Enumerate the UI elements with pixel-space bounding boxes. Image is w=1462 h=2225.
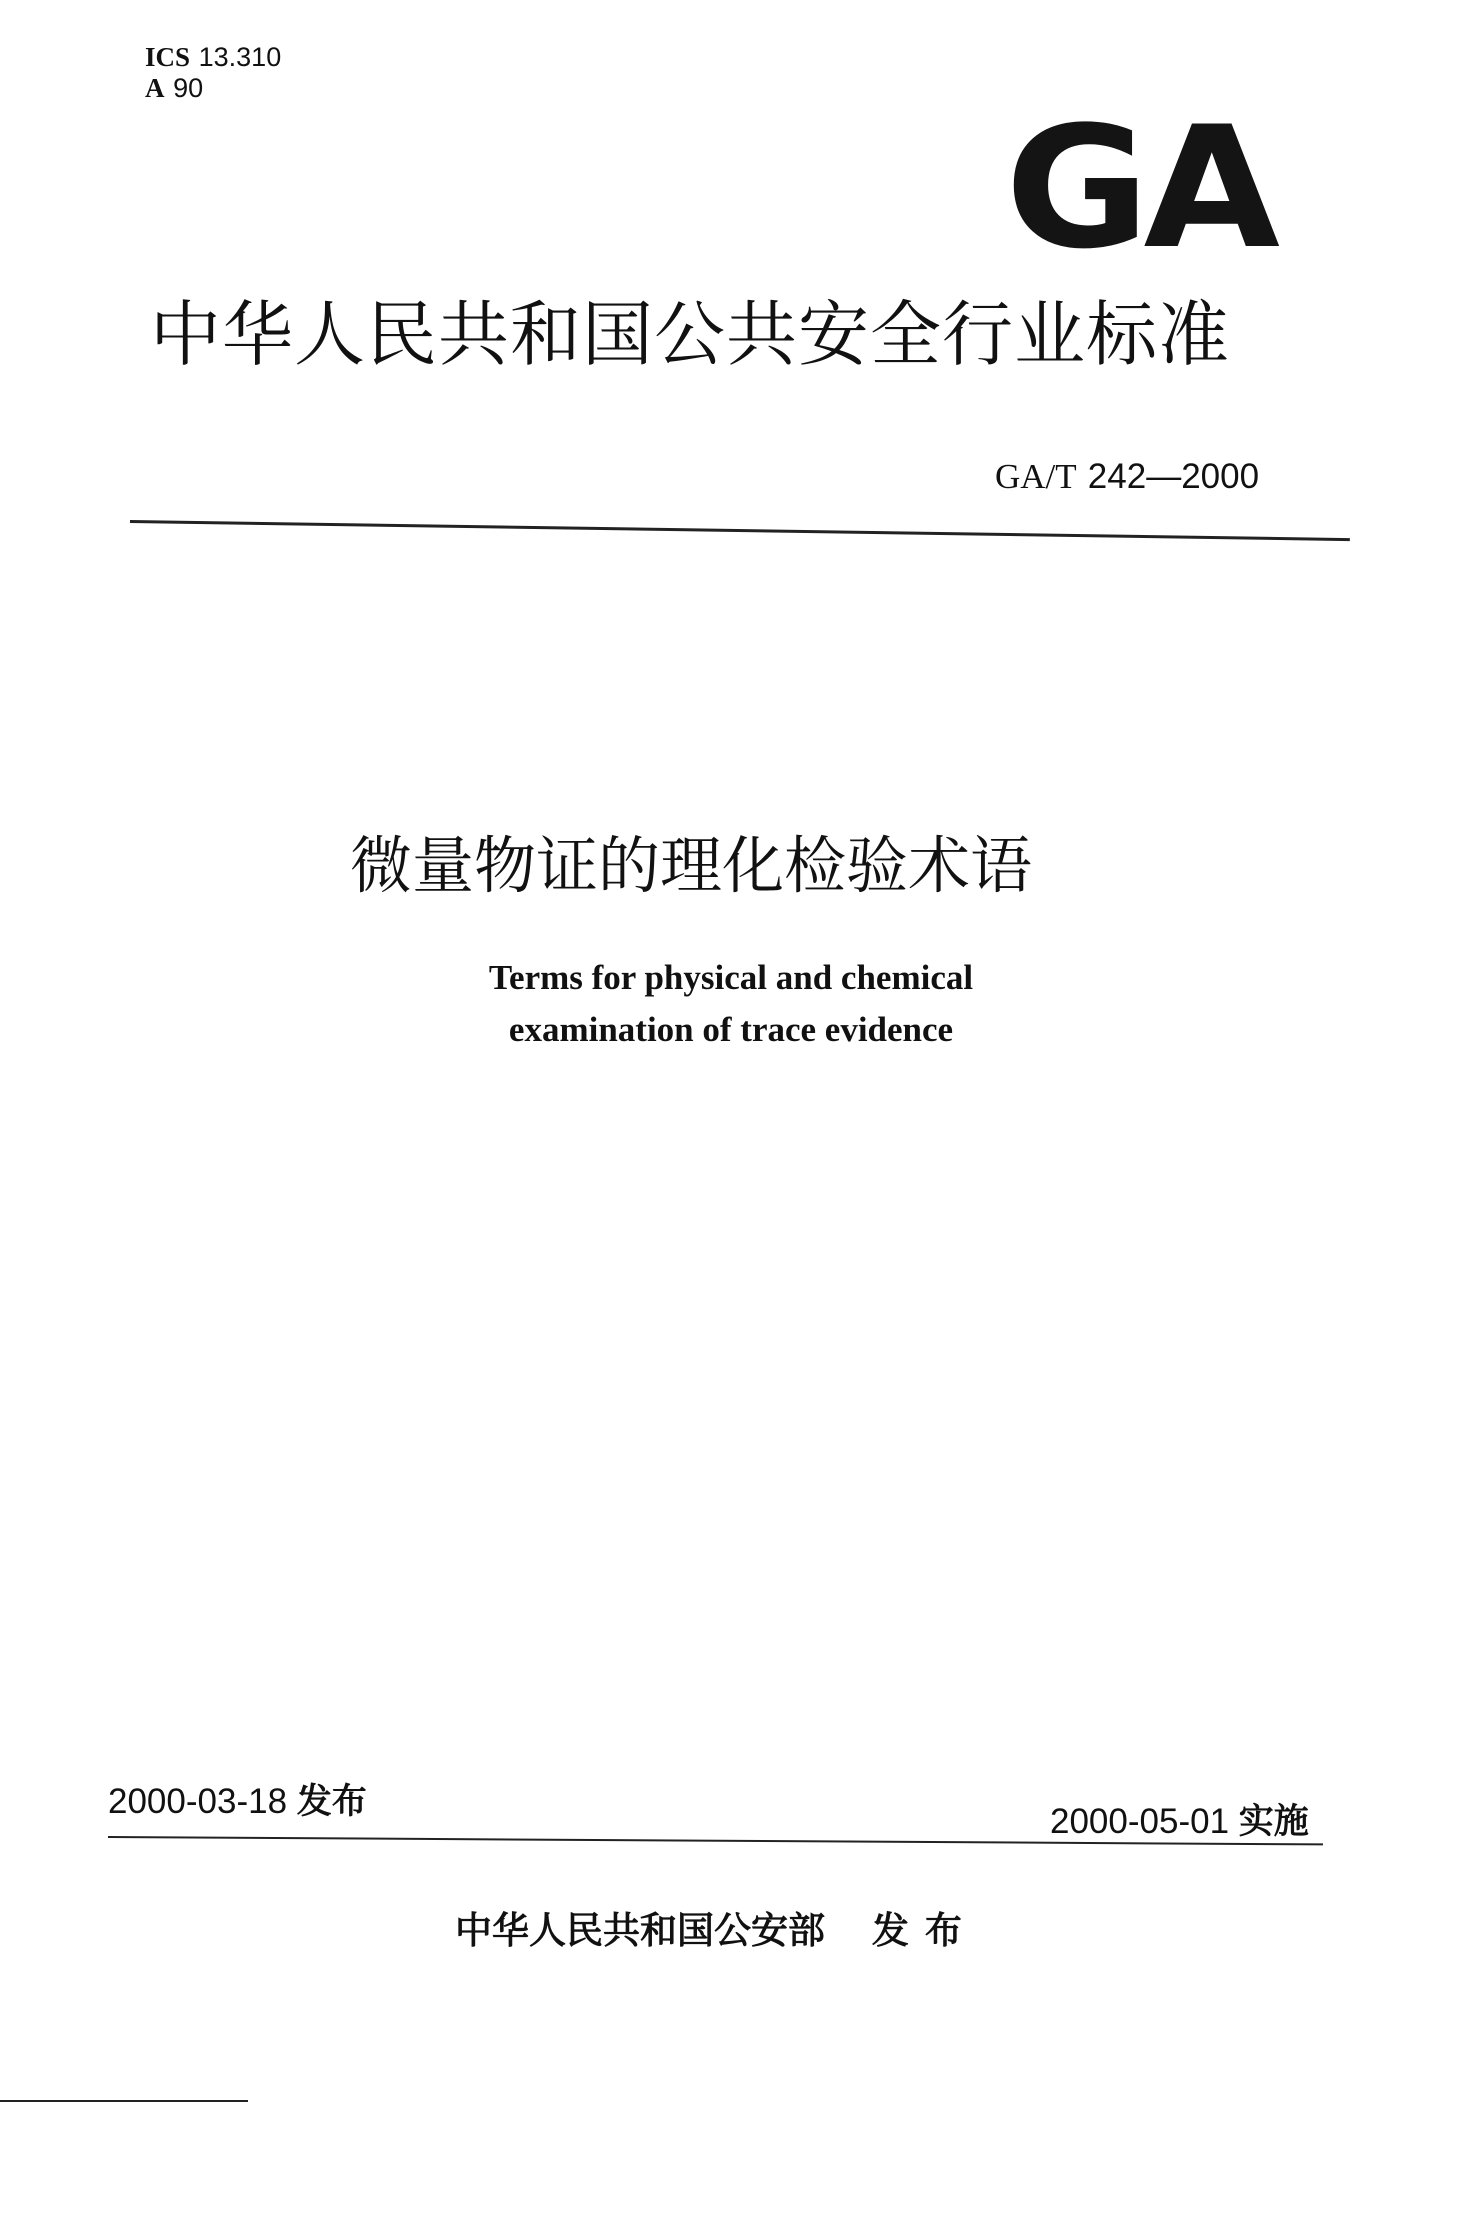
implementation-date (1050, 1800, 1309, 1844)
ics-line (145, 42, 281, 73)
ccs-code: 90 (173, 73, 204, 103)
classification-codes (145, 42, 281, 104)
title-en-line-1: Terms for physical and chemical (488, 958, 974, 997)
issue-date-value: 2000-03-18 (108, 1782, 288, 1821)
publisher-line (455, 1906, 978, 1956)
ccs-label: A (145, 73, 165, 103)
implementation-date-value: 2000-05-01 (1050, 1802, 1230, 1841)
standard-category-title: 中华人民共和国公共安全行业标准 (150, 293, 1231, 376)
edge-rule (0, 2100, 248, 2102)
title-en-line-2: examination of trace evidence (508, 1010, 954, 1049)
header-divider (130, 520, 1350, 541)
standard-number-value: 242—2000 (1087, 457, 1260, 496)
ccs-line (145, 73, 281, 104)
document-title-cn: 微量物证的理化检验术语 (350, 829, 1033, 902)
standard-prefix: GA/T (995, 457, 1077, 496)
standard-number (995, 455, 1259, 499)
ics-code: 13.310 (198, 42, 282, 72)
publisher-name: 中华人民共和国公安部 (455, 1909, 825, 1952)
issue-date (108, 1780, 367, 1824)
ga-logo: GA (1005, 90, 1274, 286)
issue-label: 发布 (296, 1782, 367, 1822)
document-title-en (0, 952, 1462, 1056)
ics-label: ICS (145, 42, 191, 72)
publish-action: 发布 (871, 1909, 978, 1952)
implementation-label: 实施 (1238, 1802, 1309, 1842)
